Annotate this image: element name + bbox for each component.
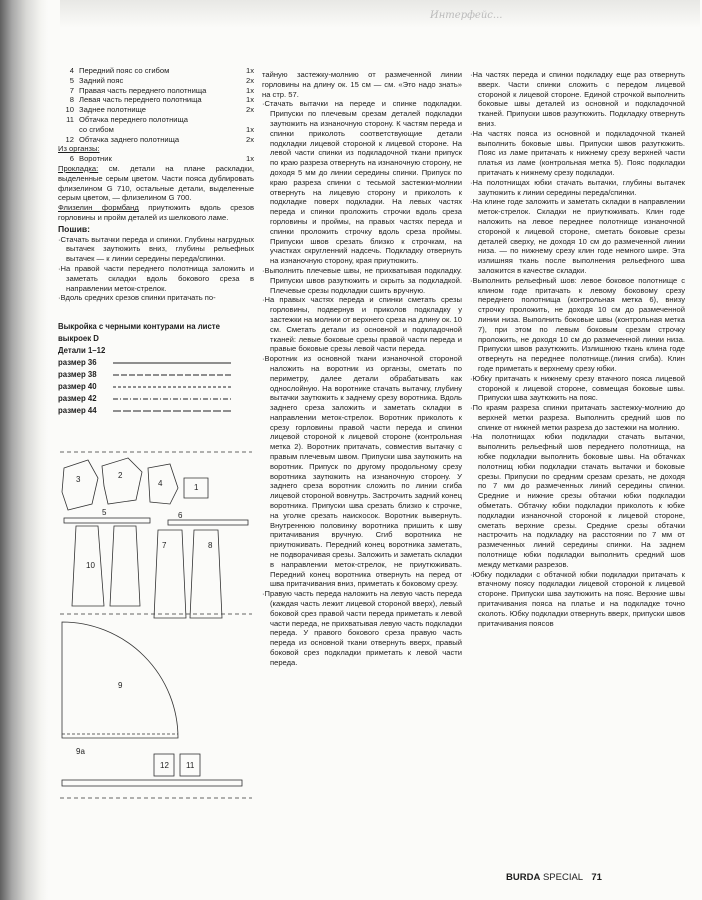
details-label: Детали 1–12: [58, 346, 106, 356]
part-number: [58, 125, 79, 135]
pattern-piece-9: [62, 622, 178, 738]
pattern-piece-4: [64, 518, 150, 523]
size-label: размер 36: [58, 358, 97, 368]
pattern-piece-label: 12: [160, 761, 169, 770]
prokladka-label: Прокладка:: [58, 163, 99, 173]
part-qty: 2x: [245, 134, 254, 144]
formband-paragraph: [58, 203, 254, 223]
pattern-piece-label: 10: [86, 561, 95, 570]
part-number: 11: [66, 114, 74, 124]
bullet-dash: ·: [470, 569, 473, 579]
pattern-piece-2: [102, 458, 142, 504]
poshiv-list: [58, 235, 254, 304]
bullet-dash: ·: [262, 265, 265, 275]
pattern-piece-label: 11: [186, 761, 195, 770]
vykroika-heading: Выкройка с черными контурами на листе выкроек D: [58, 322, 220, 344]
header-script: Интерфейс...: [430, 10, 503, 21]
book-binding-shadow: [0, 0, 48, 900]
pattern-piece-label: 2: [118, 471, 123, 480]
size-row: [58, 357, 254, 369]
bullet-dash: ·: [470, 432, 473, 442]
page-footer: [506, 872, 602, 883]
pattern-piece-10b: [110, 526, 140, 606]
instruction-text: тайную застежку-молнию от размеченной линии горловины на длину ок. 15 см — см. «Это надо знать» на стр. 57.: [262, 70, 462, 99]
instruction-text: На полотнищах юбки стачать вытачки, глубины вытачек заутюжить к линии середины переда/спинки.: [472, 177, 685, 197]
instruction-text: Выполнить плечевые швы, не прихватывая подкладку. Припуски швов разутюжить и скрыть за подкладкой. Плечевые срезы подкладки сшить вручную.: [264, 265, 462, 295]
part-row: [58, 135, 254, 145]
pattern-piece-7: [154, 530, 186, 618]
pattern-piece-label: 9: [118, 681, 123, 690]
instruction-text: Юбку притачать к нижнему срезу втачного пояса лицевой стороной к лицевой стороне, совмещая боковые швы. Припуски шва заутюжить на пояс.: [472, 373, 685, 403]
part-qty: [230, 115, 254, 125]
size-label: размер 44: [58, 406, 97, 416]
part-number: 7: [69, 85, 74, 95]
instruction-paragraph: [470, 70, 685, 129]
part-number: 6: [69, 154, 74, 164]
parts-list: [58, 66, 254, 144]
size-label: размер 38: [58, 370, 97, 380]
instruction-paragraph: [470, 403, 685, 432]
instruction-paragraph: [262, 589, 462, 667]
bullet-dash: ·: [262, 589, 265, 599]
pattern-piece-label: 4: [158, 479, 163, 488]
part-qty: 1x: [245, 85, 254, 95]
pattern-piece-strip: [62, 780, 242, 786]
part-row: [58, 95, 254, 105]
pattern-piece-belt-b: [168, 520, 248, 525]
size-line-sample: [113, 359, 233, 367]
part-name: Заднее полотнище: [79, 105, 147, 115]
poshiv-item: [58, 293, 254, 303]
column-3: [470, 70, 685, 628]
pattern-piece-label: 7: [162, 541, 167, 550]
column-1: [58, 66, 254, 417]
instruction-text: По краям разреза спинки притачать застежку-молнию до верхней метки разреза. Выполнить средний шов по спинке от нижней метки разреза до застежки на молнию.: [472, 403, 685, 432]
instruction-paragraph: [470, 129, 685, 178]
part-qty: 1x: [245, 95, 254, 105]
poshiv-heading: Пошив:: [58, 223, 91, 234]
instruction-paragraph: [470, 570, 685, 629]
part-qty: 1x: [245, 66, 254, 75]
part-number: 12: [65, 134, 74, 144]
instruction-text: Стачать вытачки на переде и спинке подкладки. Припуски по плечевым срезам деталей подкладки заутюжить на изнаночную сторону. К частям переда и спинки приколоть соответствующие детали подкладки лицевой стороной к лицевой стороне. На левой части спинки из подкладочной ткани припуск по краю разреза отвернуть на изнаночную сторону, не доходя 5 мм до линии середины спинки. Припуск по краю разреза спинки с тесьмой застежки-молнии отвернуть на лицевую сторону и приколоть к подкладке поверх подкладки. На левых частях переда и спинки проложить строчки вдоль среза горловины и проймы, на правых частях переда и спинки проложить строчку вдоль среза проймы. Припуски швов срезать близко к строчкам, на участках скругленний надсечь. Подкладку отвернуть на изнаночную сторону, края приутюжить.: [264, 99, 462, 266]
bullet-dash: ·: [470, 128, 473, 138]
part-name: Левая часть переднего полотнища: [79, 95, 202, 105]
size-line-sample: [113, 371, 233, 379]
instruction-paragraph: [470, 432, 685, 569]
pattern-piece-label: 8: [208, 541, 213, 550]
prokladka-text: см. детали на плане раскладки, выделенные серым цветом. Части пояса дублировать флизелином G 710, остальные детали, выделенные серым цветом, — флизелином G 700.: [58, 163, 254, 203]
part-qty: 1x: [245, 124, 254, 134]
pattern-piece-label: 9а: [76, 747, 85, 756]
part-name: Задний пояс: [79, 75, 124, 85]
part-name: Обтачка переднего полотнища: [79, 114, 189, 124]
instruction-paragraph: [262, 354, 462, 589]
instruction-paragraph: [470, 178, 685, 198]
pattern-piece-label: 6: [178, 511, 183, 520]
size-line-sample: [113, 407, 233, 415]
size-row: [58, 393, 254, 405]
instruction-text: На частях пояса из основной и подкладочной тканей выполнить боковые швы. Припуски швов разутюжить. Пояс из ламе притачать к нижнему срезу верхней части платья из ламе (контрольная метка 5). Пояс подкладки притачать к нижнему срезу подкладки.: [472, 128, 685, 177]
pattern-piece-3: [62, 460, 98, 510]
part-qty: 2x: [245, 105, 254, 115]
poshiv-item: [58, 264, 254, 293]
pattern-layout-diagram: [58, 438, 254, 808]
top-edge-shadow: [60, 0, 700, 28]
bullet-dash: ·: [470, 197, 473, 207]
part-row: [58, 105, 254, 115]
instruction-paragraph: [470, 197, 685, 275]
formband-text: приутюжить вдоль срезов горловины и пройм деталей из шелкового ламе.: [58, 203, 254, 222]
part-name: Передний пояс со сгибом: [79, 66, 170, 75]
bullet-dash: ·: [58, 263, 61, 273]
organza-part-row: [58, 154, 254, 164]
instruction-text: На клине годе заложить и заметать складки в направлении меток-стрелок. Складки не приутюживать. Клин годе наложить на левое переднее полотнище изнаночной стороной к лицевой стороне, сметать боковые срезы деталей сверху, не доходя 10 см до размеченной линии низа. — по нижнему срезу клин годе немного шире. Эта излишняя ткань после выполнения рельефного шва заложится в качестве складки.: [472, 197, 685, 275]
prokladka-paragraph: [58, 164, 254, 203]
instruction-text: Правую часть переда наложить на левую часть переда (каждая часть лежит лицевой стороной вверх), левый боковой срез правой части переда приметать к левой части переда, не прихватывая левую часть подкладки переда. У правого бокового среза правую часть переда из основной ткани отвернуть вверх, правый боковой срез подкладки приметать к левой части переда.: [264, 589, 462, 667]
organza-label: Из органзы:: [58, 144, 100, 154]
part-name: Воротник: [79, 154, 112, 164]
pattern-piece-label: 1: [194, 483, 199, 492]
bullet-dash: ·: [262, 295, 265, 305]
poshiv-item-text: На правой части переднего полотнища заложить и заметать складки вдоль бокового среза в направлении меток-стрелок.: [60, 263, 254, 293]
part-row: [58, 125, 254, 135]
part-number: 4: [69, 66, 74, 75]
part-qty: 2x: [245, 75, 254, 85]
instruction-text: Юбку подкладки с обтачкой юбки подкладки притачать к втачному поясу подкладки лицевой стороной к лицевой стороне. Припуски шва заутюжить на пояс. Верхние швы притачивания пояса на платье и на подкладке точно сколоть. Юбку подкладки отвернуть вверх, припуски швов притачивания поясов: [472, 569, 685, 628]
bullet-dash: ·: [262, 99, 265, 109]
size-rows: [58, 357, 254, 417]
instruction-paragraph: [262, 99, 462, 266]
bullet-dash: ·: [470, 275, 473, 285]
size-legend: [58, 321, 254, 417]
instruction-text: Воротник из основной ткани изнаночной стороной наложить на воротник из органзы, сметать по периметру, далее детали обрабатывать как однослойную. На воротнике стачать вытачку, глубину вытачки заутюжить к заднему срезу воротника. Вдоль заднего среза заложить и заметать складки в направлении меток-стрелок. Воротник приколоть к срезу горловины правой части переда и спинки лицевой стороной к лицевой стороне (контрольная метка 2). Воротник притачать, совместив вытачку с правым плечевым швом. Припуски шва заутюжить на воротник. Припуск по другому продольному срезу воротника заутюжить на изнаночную сторону. У заднего среза воротник сложить по линии сгиба лицевой стороной вовнутрь. Застрочить задний конец воротника. Припуски шва срезать близко к строчке, на уголке срезать наискосок. Воротник вывернуть. Внутреннюю половинку воротника пришить к шву притачивания вручную. Сгиб воротника не приутюживать. Передний конец воротника заметать, не подворачивая срезы. Заложить и заметать складки в направлении меток-стрелок, не приутюживать. Передний конец воротника отвернуть на перед от шва притачивания вниз, приметать к боковому срезу.: [264, 354, 462, 589]
formband-label: Флизелин формбанд: [58, 203, 139, 213]
poshiv-item-text: Стачать вытачки переда и спинки. Глубины нагрудных вытачек заутюжить вниз, глубины рельефных вытачек — к линии середины переда/спинки.: [60, 234, 254, 264]
instruction-paragraph: [262, 266, 462, 295]
part-name: со сгибом: [79, 124, 114, 134]
footer-brand: BURDA: [506, 872, 541, 883]
size-label: размер 42: [58, 394, 97, 404]
pattern-piece-label: 5: [102, 508, 107, 517]
pattern-piece-label: 3: [76, 475, 81, 484]
size-row: [58, 381, 254, 393]
bullet-dash: ·: [58, 293, 61, 303]
part-name: Обтачка заднего полотнища: [79, 134, 180, 144]
bullet-dash: ·: [470, 177, 473, 187]
poshiv-item-text: Вдоль средних срезов спинки притачать по-: [60, 293, 216, 303]
size-label: размер 40: [58, 382, 97, 392]
instruction-paragraph: [262, 295, 462, 354]
size-row: [58, 369, 254, 381]
size-row: [58, 405, 254, 417]
size-line-sample: [113, 395, 233, 403]
part-row: [58, 86, 254, 96]
bullet-dash: ·: [470, 373, 473, 383]
poshiv-item: [58, 235, 254, 264]
footer-special: SPECIAL: [542, 872, 583, 883]
bullet-dash: ·: [262, 354, 265, 364]
instruction-text: На полотнищах юбки подкладки стачать вытачки, выполнить рельефный шов переднего полотнища, на юбке подкладки выполнить боковые швы. На обтачках полотнищ юбки подкладки стачать вытачки и боковые срезы. Припуски по средним срезам срезать, не доходя по 7 мм до размеченных линий середины спинки. Средние и нижние срезы обтачки юбки подкладки обметать. Обтачку юбки подкладки приколоть к юбке подкладки изнаночной стороной к лицевой стороне, сметать верхние срезы. Средние срезы обтачки настрочить на подкладку на расстоянии по 7 мм от размеченных линий середины спинки. На заднем полотнище юбки подкладки выполнить средний шов между метками разрезов.: [472, 432, 685, 569]
part-row: [58, 76, 254, 86]
part-qty: 1x: [245, 154, 254, 164]
instruction-text: На правых частях переда и спинки сметать срезы горловины, подвернув и приколов подкладку у застежки на молнии от верхнего среза на длину ок. 10 см. Сметать детали из основной и подкладочной тканей: левые боковые срезы правой части переда и правые боковые срезы левой части переда.: [264, 295, 462, 354]
part-row: [58, 115, 254, 125]
part-number: 8: [69, 95, 74, 105]
instruction-paragraph: [470, 276, 685, 374]
part-number: 10: [65, 105, 74, 115]
pattern-piece-1: [148, 464, 178, 504]
instruction-text: Выполнить рельефный шов: левое боковое полотнище с клином годе притачать к левому боковому срезу переднего полотнища (контрольная метка 6), внизу строчку проложить, не доходя 10 см до размеченной линии низа. Выполнить боковые швы (контрольная метка 7), при этом по левым боковым срезам строчку проложить, не доходя 10 см до размеченной линии низа. Припуски швов разутюжить. Излишнюю ткань клина годе отвернуть на переднее полотнище.(линия сгиба). Клин годе приметать к верхнему срезу юбки.: [472, 275, 685, 373]
part-number: 5: [69, 75, 74, 85]
bullet-dash: ·: [470, 70, 473, 79]
instruction-paragraph: [470, 374, 685, 403]
bullet-dash: ·: [470, 403, 473, 413]
size-line-sample: [113, 383, 233, 391]
column-2: [262, 70, 462, 668]
page-number: 71: [591, 872, 602, 883]
part-row: [58, 66, 254, 76]
instruction-text: На частях переда и спинки подкладку еще раз отвернуть вверх. Части спинки сложить с передом лицевой стороной к лицевой стороне. Единой строчкой выполнить боковые швы деталей из основной и подкладочной тканей. Припуски швов разутюжить. Подкладку отвернуть вниз.: [472, 70, 685, 128]
part-name: Правая часть переднего полотнища: [79, 85, 207, 95]
bullet-dash: ·: [58, 234, 61, 244]
instruction-paragraph: [262, 70, 462, 99]
pattern-piece-8: [190, 530, 222, 618]
